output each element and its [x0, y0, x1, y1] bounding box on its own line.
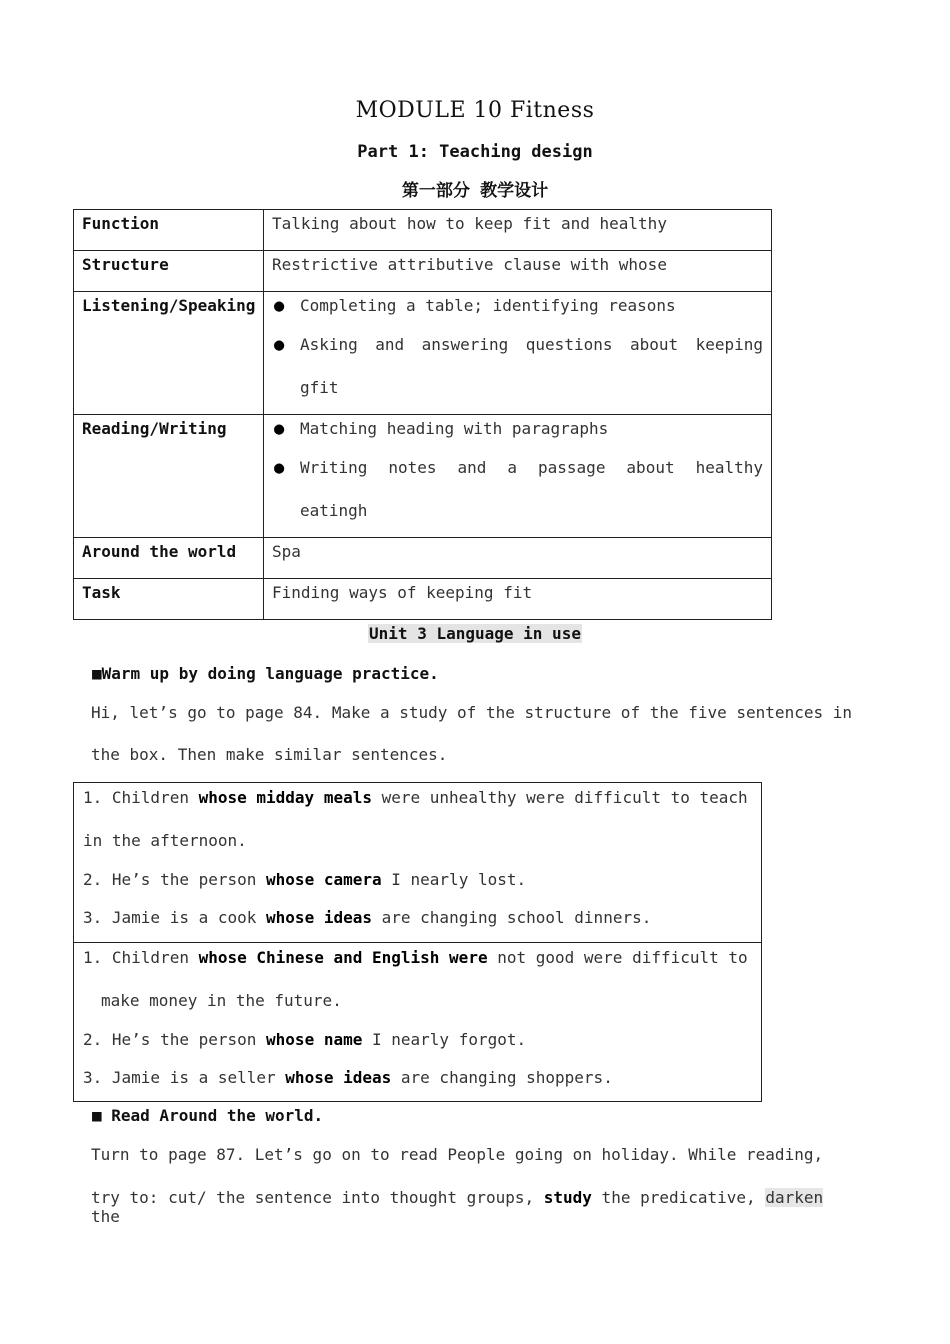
similar-sentences-box — [73, 942, 762, 1102]
table-row — [74, 415, 772, 538]
warmup-heading: ■Warm up by doing language practice. — [92, 664, 439, 683]
reading-line: Turn to page 87. Let’s go on to read People going on holiday. While reading, — [91, 1145, 824, 1164]
example-sentences-box — [73, 782, 762, 943]
bullet-item: ● Completing a table; identifying reasons — [272, 296, 763, 335]
table-row — [74, 210, 772, 251]
bullet-continuation: eatingh — [300, 501, 368, 520]
warmup-line: the box. Then make similar sentences. — [91, 745, 448, 764]
table-row — [74, 579, 772, 620]
sentence-line: 2. He’s the person whose camera I nearly lost. — [83, 870, 527, 889]
row-value: Finding ways of keeping fit — [264, 579, 772, 620]
bullet-item: ● Asking and answering questions about keeping — [272, 335, 763, 357]
row-key: Reading/Writing — [74, 415, 264, 538]
reading-heading: ■ Read Around the world. — [92, 1106, 324, 1125]
row-value: Spa — [264, 538, 772, 579]
sentence-line: 3. Jamie is a cook whose ideas are changing school dinners. — [83, 908, 652, 927]
page-title: MODULE 10 Fitness — [355, 98, 595, 123]
bullet-item: ● Writing notes and a passage about healthy — [272, 458, 763, 480]
sentence-line: 1. Children whose midday meals were unhealthy were difficult to teach — [83, 788, 748, 807]
warmup-line: Hi, let’s go to page 84. Make a study of the structure of the five sentences in — [91, 703, 852, 722]
table-row — [74, 251, 772, 292]
row-key: Function — [74, 210, 264, 251]
table-row — [74, 292, 772, 415]
unit-title-text: Unit 3 Language in use — [369, 624, 581, 643]
bullet-continuation: gfit — [300, 378, 339, 397]
row-value: Talking about how to keep fit and healthy — [264, 210, 772, 251]
table-row — [74, 538, 772, 579]
page-subtitle-chinese: 第一部分 教学设计 — [401, 181, 549, 201]
teaching-design-table — [73, 209, 772, 620]
bullet-item: ● Matching heading with paragraphs — [272, 419, 763, 458]
row-value — [264, 292, 772, 415]
reading-line: try to: cut/ the sentence into thought groups, study the predicative, darken the — [91, 1188, 824, 1226]
sentence-line: 2. He’s the person whose name I nearly forgot. — [83, 1030, 527, 1049]
unit-title — [0, 624, 950, 643]
row-value — [264, 415, 772, 538]
sentence-line: make money in the future. — [101, 991, 342, 1010]
row-value: Restrictive attributive clause with whose — [264, 251, 772, 292]
row-key: Task — [74, 579, 264, 620]
page-subtitle: Part 1: Teaching design — [357, 142, 593, 162]
sentence-line: 3. Jamie is a seller whose ideas are changing shoppers. — [83, 1068, 613, 1087]
sentence-line: 1. Children whose Chinese and English were not good were difficult to — [83, 948, 748, 967]
row-key: Around the world — [74, 538, 264, 579]
row-key: Structure — [74, 251, 264, 292]
row-key: Listening/Speaking — [74, 292, 264, 415]
sentence-line: in the afternoon. — [83, 831, 247, 850]
